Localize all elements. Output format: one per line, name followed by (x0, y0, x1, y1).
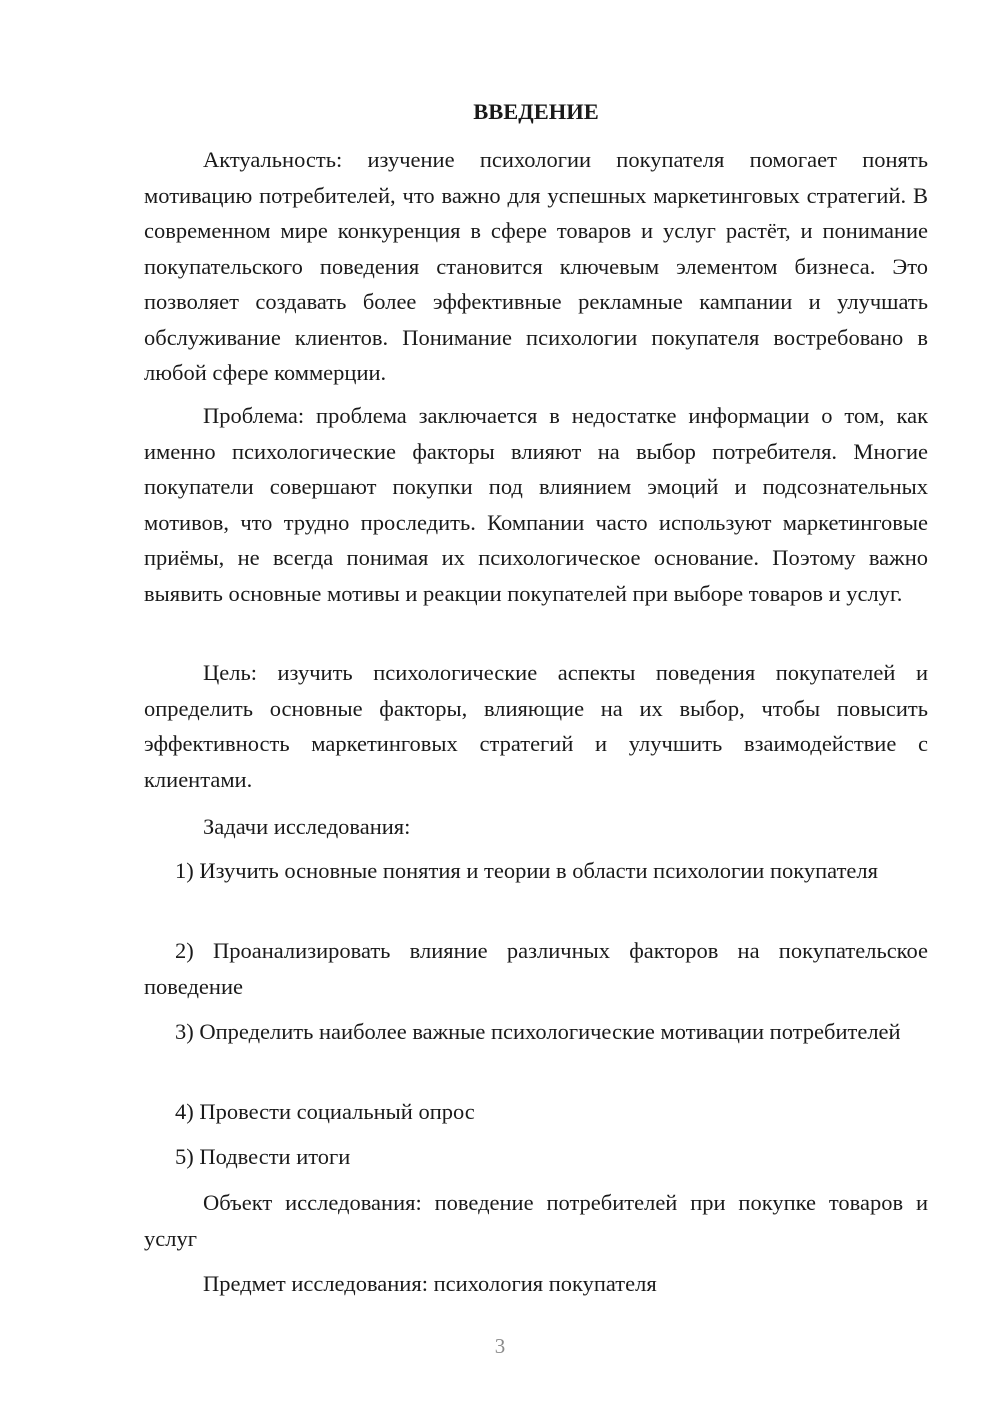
problem-paragraph: Проблема: проблема заключается в недостатке информации о том, как именно психологические факторы влияют на выбор потребителя. Многие покупатели совершают покупки под влиянием эмоций и подсознательных мотивов, что трудно проследить. Компании часто используют маркетинговые приёмы, не всегда понимая их психологическое основание. Поэтому важно выявить основные мотивы и реакции покупателей при выборе товаров и услуг. (144, 403, 928, 606)
tasks-heading: Задачи исследования: (203, 814, 411, 839)
task-item-4: 4) Провести социальный опрос (175, 1099, 475, 1124)
task-item-2: 2) Проанализировать влияние различных факторов на покупательское поведение (144, 938, 928, 999)
page-number: 3 (494, 1334, 506, 1358)
relevance-paragraph: Актуальность: изучение психологии покупателя помогает понять мотивацию потребителей, что важно для успешных маркетинговых стратегий. В современном мире конкуренция в сфере товаров и услуг растёт, и понимание покупательского поведения становится ключевым элементом бизнеса. Это позволяет создавать более эффективные рекламные кампании и улучшать обслуживание клиентов. Понимание психологии покупателя востребовано в любой сфере коммерции. (144, 147, 928, 385)
task-item-1: 1) Изучить основные понятия и теории в области психологии покупателя (175, 858, 878, 883)
research-subject-paragraph: Предмет исследования: психология покупателя (203, 1271, 657, 1296)
section-title: ВВЕДЕНИЕ (473, 99, 599, 124)
task-item-5: 5) Подвести итоги (175, 1144, 351, 1169)
goal-paragraph: Цель: изучить психологические аспекты поведения покупателей и определить основные факторы, влияющие на их выбор, чтобы повысить эффективность маркетинговых стратегий и улучшить взаимодействие с клиентами. (144, 660, 928, 792)
research-object-paragraph: Объект исследования: поведение потребителей при покупке товаров и услуг (144, 1190, 928, 1251)
task-item-3: 3) Определить наиболее важные психологические мотивации потребителей (175, 1019, 901, 1044)
